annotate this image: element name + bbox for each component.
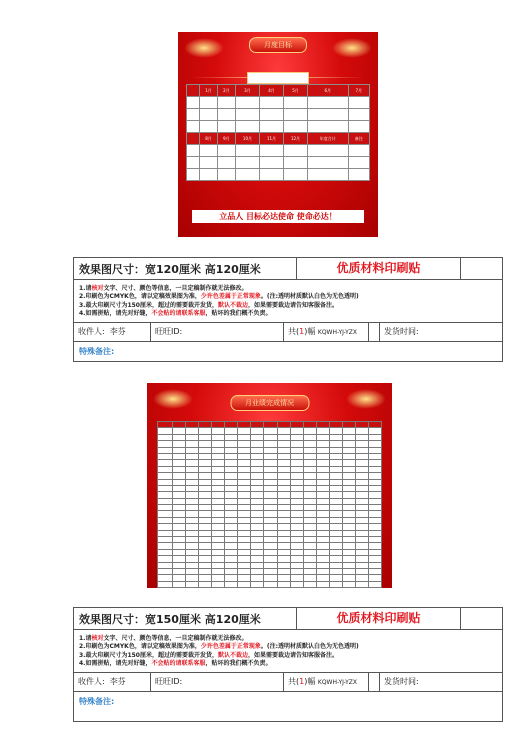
grid-cell: [238, 581, 251, 587]
grid-cell: [200, 145, 218, 157]
grid-cell: [200, 97, 218, 109]
spec-card-1: [73, 257, 503, 362]
lantern-glow-right: [332, 38, 372, 58]
grid-cell: [217, 157, 235, 169]
grid-cell: [259, 121, 283, 133]
count-suffix: )幅: [304, 676, 316, 686]
note-text: ，如果需要裁边请告知客服备注。: [248, 651, 339, 659]
note-text: 1.请: [79, 285, 92, 292]
grid-cell: [217, 109, 235, 121]
grid-cell: [264, 581, 277, 587]
grid-cell: [200, 109, 218, 121]
grid-cell: [329, 581, 342, 587]
grid-cell: [277, 581, 290, 587]
grid-cell: [348, 145, 369, 157]
note-text: 。(注:透明材质默认白色为无色透明): [260, 643, 359, 651]
month-header: 5月: [284, 85, 308, 97]
note-line: [79, 643, 497, 651]
month-header: 6月: [308, 85, 348, 97]
grid-cell: [355, 581, 368, 587]
grid-cell: [348, 97, 369, 109]
grid-cell: [284, 109, 308, 121]
grid-cell: [251, 581, 264, 587]
size-text: 效果图尺寸：宽150厘米 高120厘米: [79, 613, 261, 626]
note-line: [79, 660, 497, 668]
grid-cell: [284, 121, 308, 133]
note-text: 2.印刷色为CMYK色，请以定稿效果图为准，: [79, 293, 201, 301]
grid-cell: [259, 157, 283, 169]
grid-cell: [225, 581, 238, 587]
recipient-cell: [74, 673, 151, 691]
ship-time-cell: [379, 673, 502, 691]
grid-cell: [316, 581, 329, 587]
note-highlight: 默认不裁边: [217, 651, 248, 659]
month-header: 1月: [200, 85, 218, 97]
month-header: 12月: [284, 133, 308, 145]
grid-cell: [235, 169, 259, 181]
note-line: [79, 293, 497, 301]
recipient-label: 收件人:: [78, 326, 105, 336]
grid-cell: [308, 121, 348, 133]
count-prefix: 共(: [288, 326, 300, 336]
note-text: 4.如需拼贴，请先对好缝，: [79, 660, 152, 668]
grid-cell: [200, 121, 218, 133]
notes-block: [74, 630, 502, 673]
note-highlight: 少许色差属于正常现象: [200, 643, 261, 651]
lantern-glow-left: [153, 389, 193, 409]
grid-cell: [284, 169, 308, 181]
grid-cell: [186, 581, 199, 587]
grid-cell: [348, 109, 369, 121]
notes-block: [74, 280, 502, 323]
grid-cell: [173, 581, 186, 587]
month-header: 3月: [235, 85, 259, 97]
note-text: ，贴坏的我们概不负责。: [205, 310, 272, 318]
recipient-cell: [74, 323, 151, 341]
month-header: 2月: [217, 85, 235, 97]
grid-cell: [284, 157, 308, 169]
board-banner: 月度目标: [249, 37, 307, 53]
note-line: [79, 652, 497, 660]
monthly-target-table: [186, 84, 370, 181]
ship-time-label: 发货时间:: [384, 326, 419, 336]
count-cell: [284, 323, 369, 341]
monthly-target-board-preview: [178, 32, 378, 237]
ship-time-label: 发货时间:: [384, 676, 419, 686]
grid-cell: [342, 581, 355, 587]
recipient-label: 收件人:: [78, 676, 105, 686]
month-header: 9月: [217, 133, 235, 145]
count-value: 1: [299, 326, 305, 336]
note-text: 文字、尺寸、颜色等信息，一旦定稿制作就无法修改。: [103, 635, 248, 642]
grid-header-corner: [187, 133, 200, 145]
grid-cell: [348, 169, 369, 181]
month-header: 11月: [259, 133, 283, 145]
grid-cell: [348, 121, 369, 133]
note-highlight: 不会贴的请联系客服: [151, 310, 206, 318]
note-text: 3.最大印刷尺寸为150厘米，超过的需要裁开发货，: [79, 301, 218, 309]
grid-cell: [235, 145, 259, 157]
grid-cell: [235, 121, 259, 133]
month-header: 10月: [235, 133, 259, 145]
note-text: 3.最大印刷尺寸为150厘米，超过的需要裁开发货，: [79, 651, 218, 659]
grid-cell: [187, 145, 200, 157]
note-text: 1.请: [79, 635, 92, 642]
grid-cell: [187, 109, 200, 121]
wangwang-label: 旺旺ID:: [155, 326, 183, 336]
note-highlight: 不会贴的请联系客服: [151, 660, 206, 668]
grid-cell: [235, 109, 259, 121]
note-highlight: 默认不裁边: [217, 301, 248, 309]
grid-cell: [308, 157, 348, 169]
grid-cell: [259, 97, 283, 109]
month-header: 7月: [348, 85, 369, 97]
grid-cell: [259, 145, 283, 157]
grid-cell: [308, 145, 348, 157]
grid-cell: [217, 169, 235, 181]
month-header: 年度合计: [308, 133, 348, 145]
grid-cell: [187, 157, 200, 169]
month-header: 备注: [348, 133, 369, 145]
performance-table: [157, 421, 382, 588]
note-text: 。(注:透明材质默认白色为无色透明): [260, 293, 359, 301]
grid-cell: [235, 157, 259, 169]
wangwang-label: 旺旺ID:: [155, 676, 183, 686]
note-text: 文字、尺寸、颜色等信息，一旦定稿制作就无法修改。: [103, 285, 248, 292]
grid-cell: [187, 169, 200, 181]
note-text: ，贴坏的我们概不负责。: [205, 660, 272, 668]
grid-cell: [217, 145, 235, 157]
note-text: 2.印刷色为CMYK色，请以定稿效果图为准，: [79, 643, 201, 651]
grid-cell: [217, 97, 235, 109]
note-line: [79, 302, 497, 310]
grid-cell: [187, 97, 200, 109]
board-motto: 立品人 目标必达使命 使命必达！: [192, 210, 364, 223]
grid-cell: [308, 169, 348, 181]
grid-cell: [308, 97, 348, 109]
product-code: KQWH-YJ-YZX: [317, 678, 358, 686]
note-text: ，如果需要裁边请告知客服备注。: [248, 301, 339, 309]
wangwang-cell: [151, 673, 284, 691]
grid-cell: [200, 157, 218, 169]
grid-cell: [235, 97, 259, 109]
performance-board-preview: [147, 383, 392, 588]
recipient-value: 李芬: [109, 676, 126, 686]
board-banner: 月业绩完成情况: [230, 395, 309, 411]
grid-cell: [303, 581, 316, 587]
brand-label: 优质材料印刷贴: [296, 258, 461, 279]
note-highlight: 核对: [91, 285, 104, 292]
spec-card-2: [73, 607, 503, 722]
month-header: 8月: [200, 133, 218, 145]
grid-cell: [368, 581, 381, 587]
grid-cell: [348, 157, 369, 169]
grid-cell: [259, 109, 283, 121]
grid-header-corner: [187, 85, 200, 97]
note-text: 4.如需拼贴，请先对好缝，: [79, 310, 152, 318]
brand-label: 优质材料印刷贴: [296, 608, 461, 629]
lantern-glow-right: [346, 389, 386, 409]
grid-cell: [200, 169, 218, 181]
grid-cell: [187, 121, 200, 133]
name-plate: [247, 72, 309, 84]
grid-cell: [308, 109, 348, 121]
note-line: [79, 310, 497, 318]
special-notes-label: 特殊备注:: [79, 346, 115, 356]
note-highlight: 少许色差属于正常现象: [200, 293, 261, 301]
size-text: 效果图尺寸：宽120厘米 高120厘米: [79, 263, 261, 276]
grid-cell: [158, 581, 173, 587]
lantern-glow-left: [184, 38, 224, 58]
count-prefix: 共(: [288, 676, 300, 686]
grid-cell: [284, 145, 308, 157]
ship-time-cell: [379, 323, 502, 341]
special-notes-label: 特殊备注:: [79, 696, 115, 706]
count-value: 1: [299, 676, 305, 686]
month-header: 4月: [259, 85, 283, 97]
grid-cell: [212, 581, 225, 587]
grid-cell: [199, 581, 212, 587]
wangwang-cell: [151, 323, 284, 341]
recipient-value: 李芬: [109, 326, 126, 336]
grid-cell: [217, 121, 235, 133]
grid-cell: [290, 581, 303, 587]
count-suffix: )幅: [304, 326, 316, 336]
count-cell: [284, 673, 369, 691]
product-code: KQWH-YJ-YZX: [317, 328, 358, 336]
note-highlight: 核对: [91, 635, 104, 642]
grid-cell: [284, 97, 308, 109]
grid-cell: [259, 169, 283, 181]
